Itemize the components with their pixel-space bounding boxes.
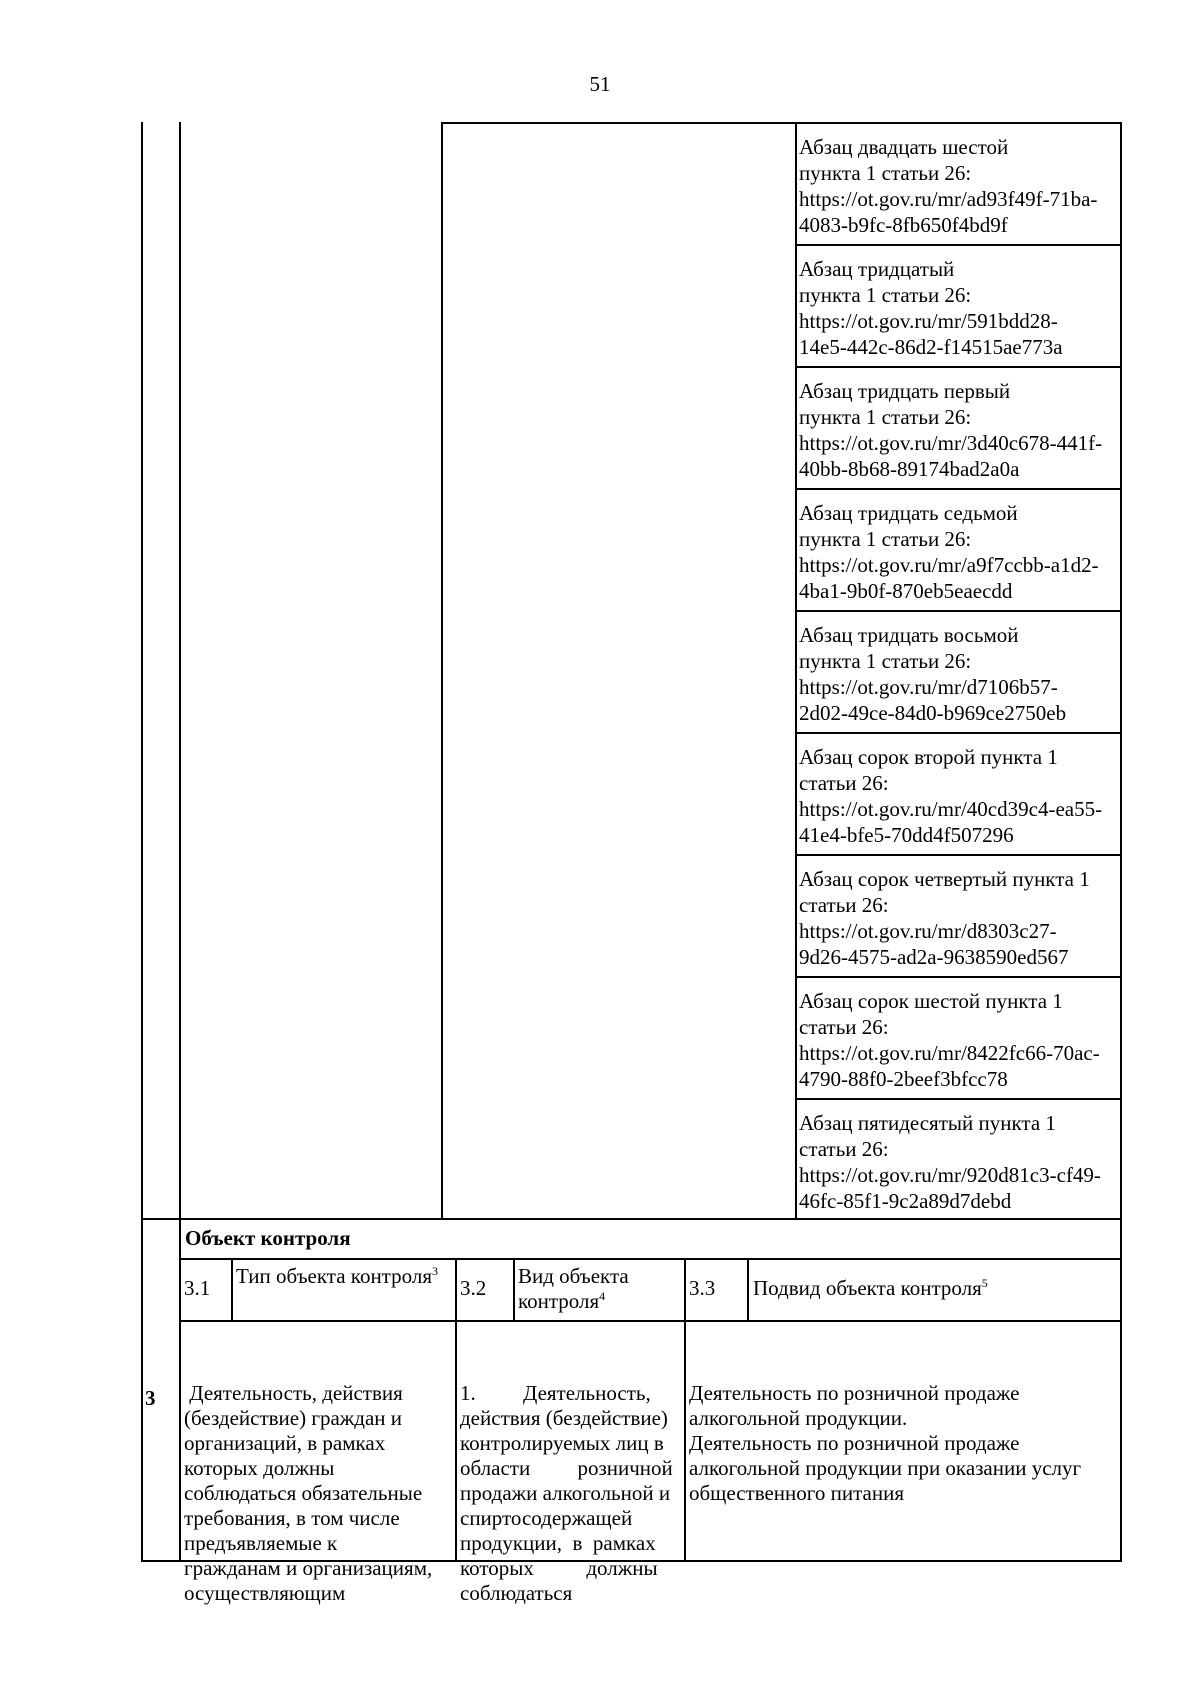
type-of-object-text: Деятельность, действия (бездействие) граждан и организаций, в рамках которых должны соблюдаться обязательные требования, в том числе предъявляемые к гражданам и организациям, осуществляющим xyxy=(184,1381,433,1605)
reference-cell: Абзац двадцать шестой пункта 1 статьи 26: https://ot.gov.ru/mr/ad93f49f-71ba- 4083-b9fc-8fb650f4bd9f xyxy=(799,135,1098,237)
reference-cell: Абзац пятидесятый пункта 1 статьи 26: https://ot.gov.ru/mr/920d81c3-cf49- 46fc-85f1-9c2a89d7debd xyxy=(799,1111,1101,1213)
section-title: Объект контроля xyxy=(185,1226,351,1250)
page-number: 51 xyxy=(589,72,611,96)
reference-cell: Абзац сорок второй пункта 1 статьи 26: https://ot.gov.ru/mr/40cd39c4-ea55- 41e4-bfe5-70dd4f507296 xyxy=(799,745,1103,847)
reference-cell: Абзац тридцать восьмой пункта 1 статьи 26: https://ot.gov.ru/mr/d7106b57- 2d02-49ce-84d0-b969ce2750eb xyxy=(799,623,1067,725)
kind-of-object-header: Вид объекта контроля$^4$ xyxy=(518,1264,629,1313)
type-of-object-header: Тип объекта контроля$^3$ xyxy=(236,1264,438,1288)
reference-cell: Абзац тридцать седьмой пункта 1 статьи 26: https://ot.gov.ru/mr/a9f7ccbb-a1d2- 4ba1-9b0f-870eb5eaecdd xyxy=(799,501,1099,603)
subsection-number: 3.3 xyxy=(689,1276,716,1300)
subkind-of-object-text: Деятельность по розничной продаже алкогольной продукции. Деятельность по розничной продаже алкогольной продукции при оказании услуг общественного питания xyxy=(689,1381,1082,1505)
kind-of-object-text: 1. Деятельность, действия (бездействие) контролируемых лиц в области розничной продажи алкогольной и спиртосодержащей продукции, в рамках которых должны соблюдаться xyxy=(460,1381,673,1605)
reference-cell: Абзац тридцатый пункта 1 статьи 26: https://ot.gov.ru/mr/591bdd28- 14e5-442c-86d2-f14515ae773a xyxy=(799,257,1063,359)
subsection-number: 3.2 xyxy=(460,1276,487,1300)
subkind-of-object-header: Подвид объекта контроля$^5$ xyxy=(753,1276,988,1300)
reference-cell: Абзац сорок четвертый пункта 1 статьи 26: https://ot.gov.ru/mr/d8303c27- 9d26-4575-ad2a-9638590ed567 xyxy=(799,867,1090,969)
reference-cell: Абзац тридцать первый пункта 1 статьи 26: https://ot.gov.ru/mr/3d40c678-441f- 40bb-8b68-89174bad2a0a xyxy=(799,379,1103,481)
section-number: 3 xyxy=(145,1386,156,1410)
subsection-number: 3.1 xyxy=(184,1276,211,1300)
reference-cell: Абзац сорок шестой пункта 1 статьи 26: https://ot.gov.ru/mr/8422fc66-70ac- 4790-88f0-2beef3bfcc78 xyxy=(799,989,1100,1091)
